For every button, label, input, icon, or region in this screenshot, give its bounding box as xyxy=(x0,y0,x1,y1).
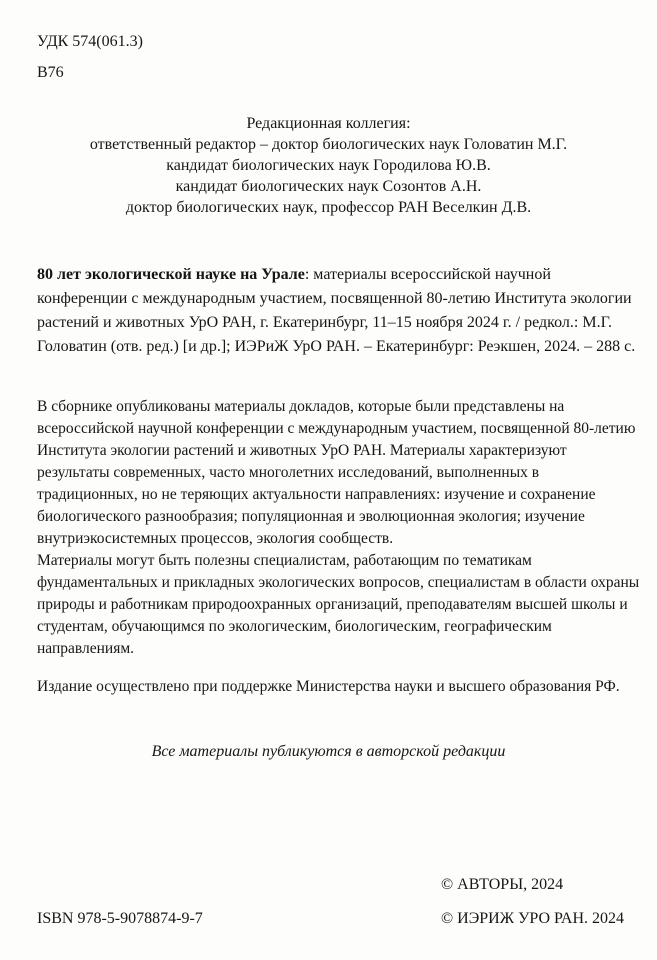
editorial-member: доктор биологических наук, профессор РАН Веселкин Д.В. xyxy=(125,199,532,216)
author-sign: В76 xyxy=(37,64,64,81)
bibliographic-description: : материалы всероссийской научной конференции с международным участием, посвященной 80-летию Института экологии растений и животных УрО РАН, г. Екатеринбург, 11–15 ноября 2024 г. / редкол.: М.Г. Головатин (отв. ред.) [и др.]; ИЭРиЖ УрО РАН. – Екатеринбург: Реэкшен, 2024. – 288 с. xyxy=(37,266,636,355)
udc-code: УДК 574(061.3) xyxy=(37,33,143,50)
copyright-authors: © АВТОРЫ, 2024 xyxy=(441,876,564,893)
editorial-board-heading: Редакционная коллегия: xyxy=(246,115,411,132)
editorial-member: кандидат биологических наук Городилова Ю.В. xyxy=(166,157,491,174)
isbn: ISBN 978-5-9078874-9-7 xyxy=(37,910,203,927)
editorial-member: ответственный редактор – доктор биологических наук Головатин М.Г. xyxy=(89,136,568,153)
abstract-paragraph-2: Материалы могут быть полезны специалистам, работающим по тематикам фундаментальных и прикладных экологических вопросов, специалистам в области охраны природы и работникам природоохранных организаций, преподавателям высшей школы и студентам, обучающимся по экологическим, биологическим, географическим направлениям. xyxy=(37,552,640,657)
abstract-paragraph-1: В сборнике опубликованы материалы докладов, которые были представлены на всероссийской научной конференции с международным участием, посвященной 80-летию Института экологии растений и животных УрО РАН. Материалы характеризуют результаты современных, часто многолетних исследований, выполненных в традиционных, но не теряющих актуальности направлениях: изучение и сохранение биологического разнообразия; популяционная и эволюционная экология; изучение внутриэкосистемных процессов, экология сообществ. xyxy=(37,398,636,547)
editorial-board xyxy=(20,113,637,218)
bibliographic-entry xyxy=(37,263,637,359)
editorial-member: кандидат биологических наук Созонтов А.Н. xyxy=(175,178,482,195)
book-title: 80 лет экологической науке на Урале xyxy=(37,266,305,283)
edition-note: Все материалы публикуются в авторской редакции xyxy=(151,743,506,760)
funding-note: Издание осуществлено при поддержке Министерства науки и высшего образования РФ. xyxy=(37,678,620,695)
copyright-institute: © ИЭРИЖ УРО РАН. 2024 xyxy=(441,910,624,927)
